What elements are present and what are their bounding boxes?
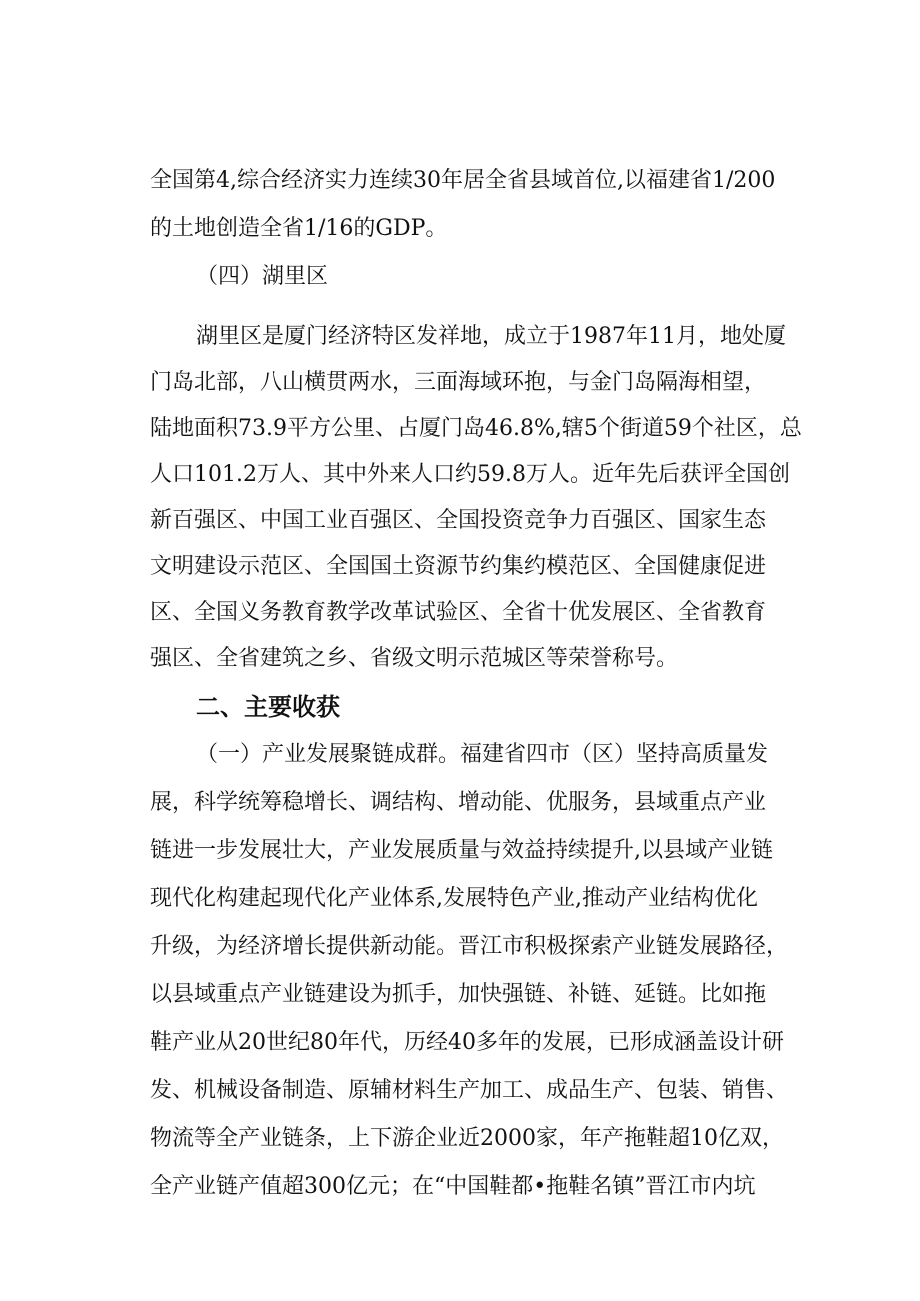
body-line-20: 发、机械设备制造、原辅材料生产加工、成品生产、包装、销售、 xyxy=(150,1078,789,1103)
section-subheading: （四）湖里区 xyxy=(196,264,329,289)
body-line-22: 全产业链产值超300亿元；在“中国鞋都•拖鞋名镇”晋江市内坑 xyxy=(150,1174,756,1199)
body-line-1: 全国第4,综合经济实力连续30年居全省县域首位,以福建省1/200 xyxy=(150,168,776,193)
body-line-4: 湖里区是厦门经济特区发祥地，成立于1987年11月，地处厦 xyxy=(196,324,786,349)
body-line-6: 陆地面积73.9平方公里、占厦门岛46.8%,辖5个街道59个社区，总 xyxy=(150,416,802,441)
body-line-2: 的土地创造全省1/16的GDP。 xyxy=(150,216,448,241)
body-line-8: 新百强区、中国工业百强区、全国投资竞争力百强区、国家生态 xyxy=(150,508,767,533)
body-line-13: （一）产业发展聚链成群。福建省四市（区）坚持高质量发 xyxy=(196,742,769,767)
body-line-10: 区、全国义务教育教学改革试验区、全省十优发展区、全省教育 xyxy=(150,600,767,625)
body-line-11: 强区、全省建筑之乡、省级文明示范城区等荣誉称号。 xyxy=(150,646,679,671)
body-line-14: 展，科学统筹稳增长、调结构、增动能、优服务，县域重点产业 xyxy=(150,790,767,815)
body-line-7: 人口101.2万人、其中外来人口约59.8万人。近年先后获评全国创 xyxy=(150,462,790,487)
body-line-16: 现代化构建起现代化产业体系,发展特色产业,推动产业结构优化 xyxy=(150,886,758,911)
body-line-21: 物流等全产业链条，上下游企业近2000家，年产拖鞋超10亿双， xyxy=(150,1126,784,1151)
body-line-15: 链进一步发展壮大，产业发展质量与效益持续提升,以县域产业链 xyxy=(150,838,773,863)
body-line-17: 升级，为经济增长提供新动能。晋江市积极探索产业链发展路径， xyxy=(150,934,789,959)
body-line-18: 以县域重点产业链建设为抓手，加快强链、补链、延链。比如拖 xyxy=(150,982,767,1007)
body-line-5: 门岛北部，八山横贯两水，三面海域环抱，与金门岛隔海相望， xyxy=(150,370,767,395)
section-heading: 二、主要收获 xyxy=(196,693,340,721)
body-line-19: 鞋产业从20世纪80年代，历经40多年的发展，已形成涵盖设计研 xyxy=(150,1030,784,1055)
body-line-9: 文明建设示范区、全国国土资源节约集约模范区、全国健康促进 xyxy=(150,554,767,579)
